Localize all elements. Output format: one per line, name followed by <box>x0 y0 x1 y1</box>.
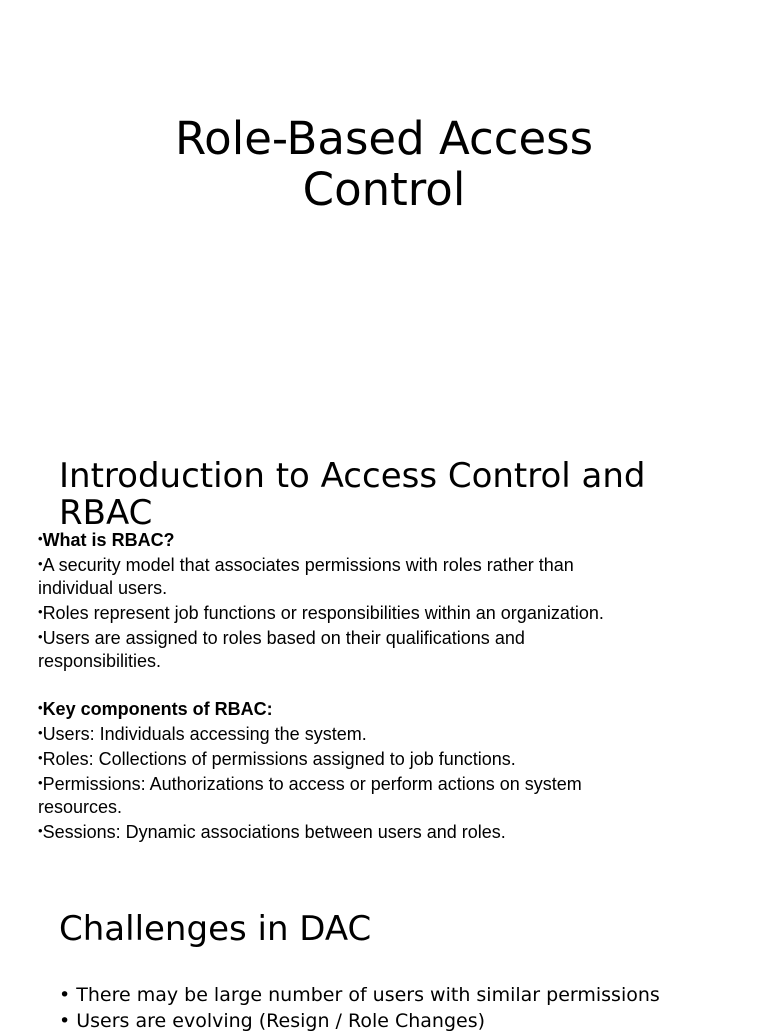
what-is-item-1: •A security model that associates permissions with roles rather than <box>38 555 574 575</box>
key-components-heading: •Key components of RBAC: <box>38 699 273 719</box>
component-permissions: •Permissions: Authorizations to access or perform actions on system <box>38 774 582 794</box>
list-item: • Users are evolving (Resign / Role Changes) <box>59 1010 486 1032</box>
bullet-marker: • <box>38 750 43 765</box>
bullet-marker: • <box>38 531 43 546</box>
challenges-heading: Challenges in DAC <box>59 909 372 949</box>
what-is-item-3-continued: responsibilities. <box>38 651 162 671</box>
rbac-overview-text <box>38 527 738 844</box>
what-is-item-2: •Roles represent job functions or responsibilities within an organization. <box>38 603 604 623</box>
paragraph-gap <box>38 673 738 696</box>
list-item: • There may be large number of users with similar permissions <box>59 984 660 1006</box>
challenges-list <box>59 982 660 1034</box>
what-is-item-3: •Users are assigned to roles based on their qualifications and <box>38 628 525 648</box>
intro-heading-line2: RBAC <box>59 493 153 533</box>
component-sessions: •Sessions: Dynamic associations between users and roles. <box>38 822 506 842</box>
bullet-marker: • <box>38 556 43 571</box>
slide-title-line2: Control <box>302 163 466 216</box>
bullet-marker: • <box>38 725 43 740</box>
intro-heading <box>59 458 739 532</box>
component-users: •Users: Individuals accessing the system. <box>38 724 367 744</box>
bullet-marker: • <box>38 629 43 644</box>
component-permissions-continued: resources. <box>38 797 123 817</box>
what-is-rbac-heading: •What is RBAC? <box>38 530 175 550</box>
bullet-marker: • <box>38 700 43 715</box>
bullet-marker: • <box>38 775 43 790</box>
what-is-item-1-continued: individual users. <box>38 578 168 598</box>
slide-title-line1: Role-Based Access <box>174 112 594 165</box>
slide-title <box>0 113 768 215</box>
bullet-marker: • <box>38 823 43 838</box>
intro-heading-line1: Introduction to Access Control and <box>59 456 646 496</box>
component-roles: •Roles: Collections of permissions assigned to job functions. <box>38 749 516 769</box>
bullet-marker: • <box>38 604 43 619</box>
